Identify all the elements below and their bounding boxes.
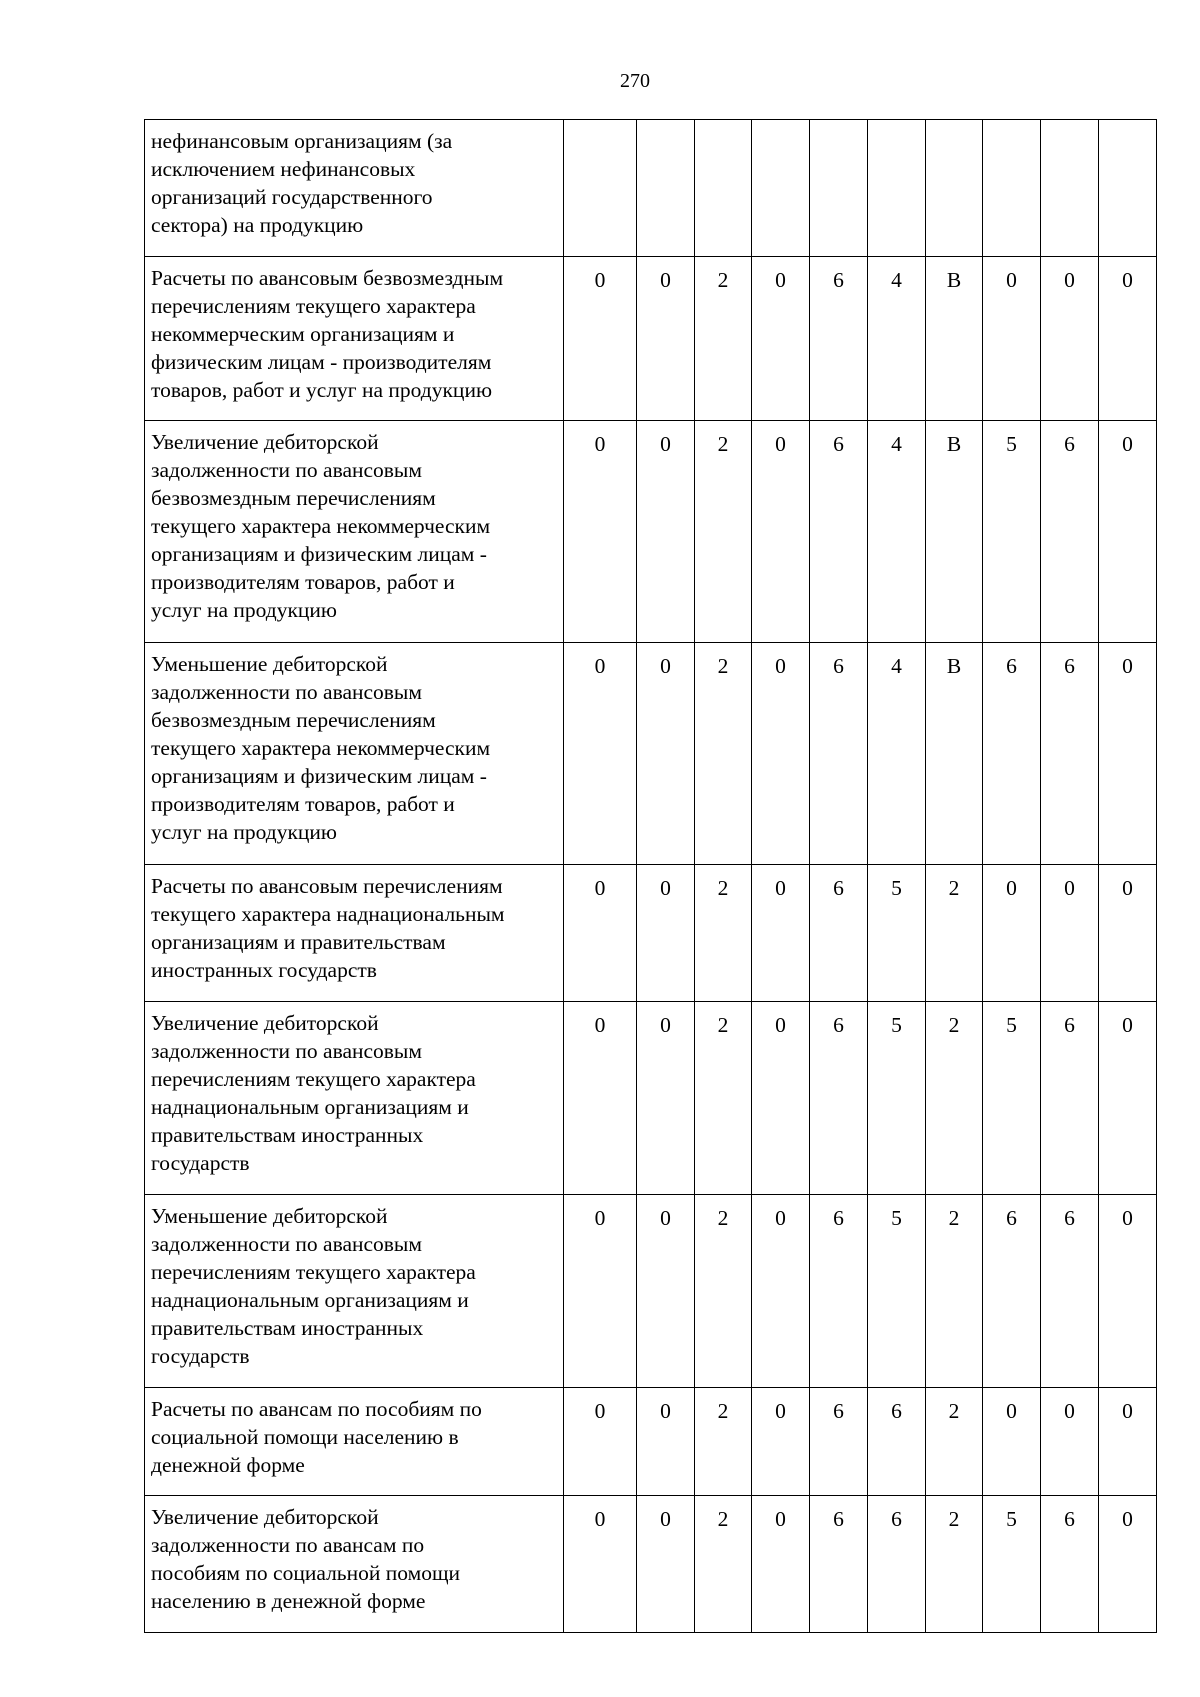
code-digit-cell bbox=[1041, 120, 1099, 257]
code-digit-cell: В bbox=[926, 257, 983, 421]
code-digit-cell: 6 bbox=[1041, 1002, 1099, 1195]
code-digit-cell: 5 bbox=[983, 1002, 1041, 1195]
code-digit-cell: 6 bbox=[810, 1388, 868, 1496]
description-line: пособиям по социальной помощи bbox=[151, 1561, 460, 1585]
code-digit-cell: 2 bbox=[695, 1388, 752, 1496]
code-digit-cell: 0 bbox=[752, 421, 810, 643]
code-digit-cell: 0 bbox=[983, 1388, 1041, 1496]
code-digit-cell: 0 bbox=[752, 1496, 810, 1633]
description-line: наднациональным организациям и bbox=[151, 1288, 469, 1312]
description-line: перечислениям текущего характера bbox=[151, 1067, 476, 1091]
description-line: организаций государственного bbox=[151, 185, 433, 209]
code-digit-cell: 6 bbox=[1041, 1496, 1099, 1633]
table-row bbox=[145, 1388, 1157, 1496]
code-digit-cell: 6 bbox=[810, 865, 868, 1002]
code-digit-cell: 0 bbox=[564, 1388, 637, 1496]
code-digit-cell: 6 bbox=[1041, 1195, 1099, 1388]
code-digit-cell: 0 bbox=[637, 257, 695, 421]
code-digit-cell: 4 bbox=[868, 257, 926, 421]
code-digit-cell: В bbox=[926, 421, 983, 643]
description-line: социальной помощи населению в bbox=[151, 1425, 459, 1449]
code-digit-cell: 0 bbox=[564, 1195, 637, 1388]
row-description-cell bbox=[145, 1496, 564, 1633]
code-digit-cell: 6 bbox=[810, 257, 868, 421]
code-digit-cell: 0 bbox=[1041, 865, 1099, 1002]
code-digit-cell: 0 bbox=[637, 865, 695, 1002]
code-digit-cell: 0 bbox=[564, 1002, 637, 1195]
code-digit-cell: 0 bbox=[637, 1002, 695, 1195]
code-digit-cell: 0 bbox=[752, 643, 810, 865]
code-digit-cell: 0 bbox=[637, 1195, 695, 1388]
description-line: текущего характера наднациональным bbox=[151, 902, 505, 926]
description-line: организациям и физическим лицам - bbox=[151, 542, 487, 566]
description-line: услуг на продукцию bbox=[151, 598, 337, 622]
code-digit-cell: 0 bbox=[1099, 1388, 1157, 1496]
code-digit-cell: 2 bbox=[926, 1496, 983, 1633]
code-digit-cell: 5 bbox=[983, 1496, 1041, 1633]
code-digit-cell: 0 bbox=[564, 257, 637, 421]
description-line: Уменьшение дебиторской bbox=[151, 652, 388, 676]
description-line: организациям и физическим лицам - bbox=[151, 764, 487, 788]
table-row bbox=[145, 421, 1157, 643]
code-digit-cell: 0 bbox=[983, 257, 1041, 421]
row-description-cell bbox=[145, 120, 564, 257]
table-row bbox=[145, 643, 1157, 865]
row-description-cell bbox=[145, 1388, 564, 1496]
code-digit-cell bbox=[752, 120, 810, 257]
code-digit-cell: 0 bbox=[637, 1496, 695, 1633]
code-digit-cell: 4 bbox=[868, 421, 926, 643]
description-line: Уменьшение дебиторской bbox=[151, 1204, 388, 1228]
code-digit-cell bbox=[637, 120, 695, 257]
code-digit-cell: 2 bbox=[695, 865, 752, 1002]
description-line: правительствам иностранных bbox=[151, 1123, 424, 1147]
description-line: Расчеты по авансам по пособиям по bbox=[151, 1397, 482, 1421]
code-digit-cell: 0 bbox=[1099, 865, 1157, 1002]
code-digit-cell: 0 bbox=[752, 1388, 810, 1496]
description-line: Расчеты по авансовым перечислениям bbox=[151, 874, 503, 898]
code-digit-cell bbox=[868, 120, 926, 257]
code-digit-cell: 0 bbox=[637, 1388, 695, 1496]
code-digit-cell: 5 bbox=[983, 421, 1041, 643]
description-line: Увеличение дебиторской bbox=[151, 1505, 379, 1529]
code-digit-cell: 5 bbox=[868, 1195, 926, 1388]
description-line: задолженности по авансам по bbox=[151, 1533, 425, 1557]
code-digit-cell bbox=[926, 120, 983, 257]
code-digit-cell: 6 bbox=[810, 643, 868, 865]
code-digit-cell: 5 bbox=[868, 1002, 926, 1195]
code-digit-cell: 2 bbox=[695, 1002, 752, 1195]
code-digit-cell: 2 bbox=[926, 1002, 983, 1195]
code-digit-cell: 0 bbox=[752, 257, 810, 421]
description-line: производителям товаров, работ и bbox=[151, 570, 455, 594]
description-line: производителям товаров, работ и bbox=[151, 792, 455, 816]
code-digit-cell: 2 bbox=[695, 1496, 752, 1633]
code-digit-cell: 6 bbox=[810, 1195, 868, 1388]
description-line: услуг на продукцию bbox=[151, 820, 337, 844]
table-row bbox=[145, 257, 1157, 421]
description-line: безвозмездным перечислениям bbox=[151, 708, 436, 732]
description-line: некоммерческим организациям и bbox=[151, 322, 455, 346]
description-line: Увеличение дебиторской bbox=[151, 1011, 379, 1035]
description-line: исключением нефинансовых bbox=[151, 157, 416, 181]
code-digit-cell: 0 bbox=[1099, 1002, 1157, 1195]
description-line: товаров, работ и услуг на продукцию bbox=[151, 378, 493, 402]
description-line: задолженности по авансовым bbox=[151, 458, 422, 482]
code-digit-cell: 0 bbox=[564, 421, 637, 643]
code-digit-cell: 4 bbox=[868, 643, 926, 865]
description-line: физическим лицам - производителям bbox=[151, 350, 492, 374]
code-digit-cell: 6 bbox=[983, 1195, 1041, 1388]
code-digit-cell: 0 bbox=[564, 1496, 637, 1633]
code-digit-cell: В bbox=[926, 643, 983, 865]
code-digit-cell: 0 bbox=[564, 643, 637, 865]
description-line: Расчеты по авансовым безвозмездным bbox=[151, 266, 504, 290]
description-line: безвозмездным перечислениям bbox=[151, 486, 436, 510]
code-digit-cell bbox=[1099, 120, 1157, 257]
page-number: 270 bbox=[620, 70, 650, 92]
code-digit-cell: 6 bbox=[1041, 643, 1099, 865]
code-digit-cell: 6 bbox=[1041, 421, 1099, 643]
description-line: задолженности по авансовым bbox=[151, 1039, 422, 1063]
code-digit-cell: 2 bbox=[695, 421, 752, 643]
row-description-cell bbox=[145, 257, 564, 421]
code-digit-cell: 6 bbox=[810, 421, 868, 643]
description-line: организациям и правительствам bbox=[151, 930, 446, 954]
description-line: текущего характера некоммерческим bbox=[151, 736, 491, 760]
code-digit-cell: 2 bbox=[926, 1195, 983, 1388]
description-line: наднациональным организациям и bbox=[151, 1095, 469, 1119]
description-line: иностранных государств bbox=[151, 958, 377, 982]
code-digit-cell: 0 bbox=[564, 865, 637, 1002]
code-digit-cell: 2 bbox=[695, 1195, 752, 1388]
row-description-cell bbox=[145, 421, 564, 643]
code-digit-cell: 6 bbox=[868, 1496, 926, 1633]
code-digit-cell: 0 bbox=[752, 1002, 810, 1195]
code-digit-cell: 6 bbox=[810, 1002, 868, 1195]
table-row bbox=[145, 1002, 1157, 1195]
code-digit-cell: 6 bbox=[868, 1388, 926, 1496]
table-row bbox=[145, 1496, 1157, 1633]
description-line: текущего характера некоммерческим bbox=[151, 514, 491, 538]
code-digit-cell bbox=[810, 120, 868, 257]
account-codes-table bbox=[144, 119, 1157, 1633]
description-line: задолженности по авансовым bbox=[151, 1232, 422, 1256]
description-line: населению в денежной форме bbox=[151, 1589, 426, 1613]
code-digit-cell: 0 bbox=[1099, 643, 1157, 865]
description-line: нефинансовым организациям (за bbox=[151, 129, 453, 153]
row-description-cell bbox=[145, 865, 564, 1002]
code-digit-cell: 0 bbox=[637, 421, 695, 643]
description-line: государств bbox=[151, 1344, 250, 1368]
description-line: денежной форме bbox=[151, 1453, 305, 1477]
code-digit-cell: 6 bbox=[810, 1496, 868, 1633]
table-row bbox=[145, 865, 1157, 1002]
code-digit-cell: 2 bbox=[926, 1388, 983, 1496]
code-digit-cell: 0 bbox=[1099, 1496, 1157, 1633]
code-digit-cell: 0 bbox=[752, 1195, 810, 1388]
description-line: перечислениям текущего характера bbox=[151, 294, 476, 318]
code-digit-cell bbox=[564, 120, 637, 257]
row-description-cell bbox=[145, 1195, 564, 1388]
code-digit-cell: 2 bbox=[695, 643, 752, 865]
code-digit-cell: 0 bbox=[637, 643, 695, 865]
table-row bbox=[145, 1195, 1157, 1388]
code-digit-cell: 0 bbox=[1099, 421, 1157, 643]
code-digit-cell: 6 bbox=[983, 643, 1041, 865]
description-line: государств bbox=[151, 1151, 250, 1175]
code-digit-cell: 0 bbox=[1041, 1388, 1099, 1496]
code-digit-cell: 2 bbox=[926, 865, 983, 1002]
code-digit-cell: 5 bbox=[868, 865, 926, 1002]
code-digit-cell bbox=[695, 120, 752, 257]
code-digit-cell: 0 bbox=[752, 865, 810, 1002]
code-digit-cell: 0 bbox=[983, 865, 1041, 1002]
code-digit-cell: 0 bbox=[1041, 257, 1099, 421]
code-digit-cell bbox=[983, 120, 1041, 257]
code-digit-cell: 0 bbox=[1099, 257, 1157, 421]
code-digit-cell: 0 bbox=[1099, 1195, 1157, 1388]
row-description-cell bbox=[145, 1002, 564, 1195]
table-row bbox=[145, 120, 1157, 257]
code-digit-cell: 2 bbox=[695, 257, 752, 421]
description-line: правительствам иностранных bbox=[151, 1316, 424, 1340]
description-line: задолженности по авансовым bbox=[151, 680, 422, 704]
row-description-cell bbox=[145, 643, 564, 865]
description-line: сектора) на продукцию bbox=[151, 213, 364, 237]
description-line: перечислениям текущего характера bbox=[151, 1260, 476, 1284]
description-line: Увеличение дебиторской bbox=[151, 430, 379, 454]
